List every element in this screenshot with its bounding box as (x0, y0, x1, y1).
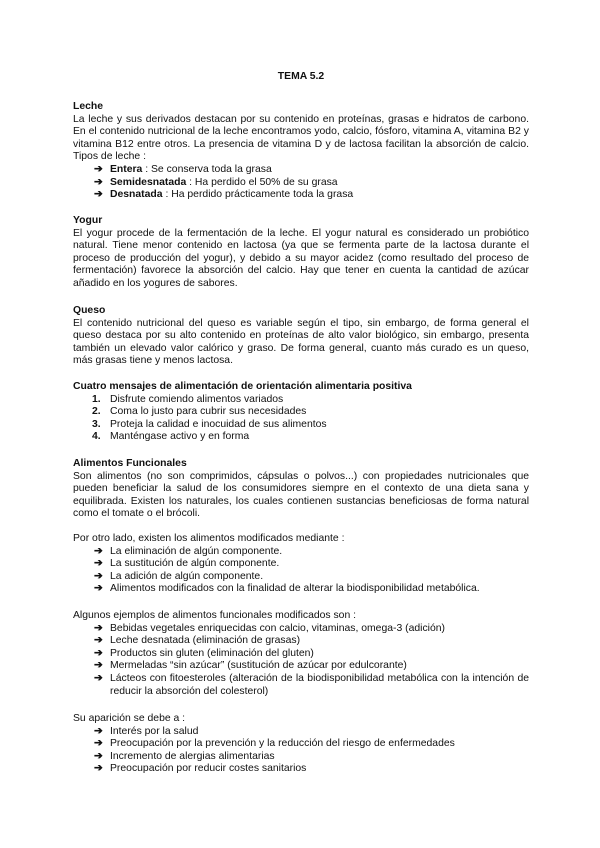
list-item: ➔ Incremento de alergias alimentarias (94, 750, 275, 762)
list-item: ➔ Bebidas vegetales enriquecidas con calcio, vitaminas, omega-3 (adición) (94, 622, 445, 634)
page-title: TEMA 5.2 (277, 71, 325, 82)
messages-list (73, 394, 529, 444)
section-heading: Leche (73, 101, 104, 112)
arrow-icon: ➔ (94, 763, 103, 775)
aparicion-intro: Su aparición se debe a : (73, 713, 186, 724)
arrow-icon: ➔ (94, 622, 103, 634)
section-mensajes (73, 381, 529, 444)
section-paragraph: La leche y sus derivados destacan por su contenido en proteínas, grasas e hidratos de carbono. En el contenido nutricional de la leche encontramos yodo, calcio, fósforo, vitamina A, vitamina B2 y vitamina B12 entre otros. La presencia de vitamina D y de lactosa facilitan la absorción de calcio. Tipos de leche : (73, 113, 529, 163)
milk-types-list (73, 164, 529, 202)
section-heading: Queso (73, 305, 106, 316)
section-queso (73, 305, 529, 368)
ejemplos-intro: Algunos ejemplos de alimentos funcionales modificados son : (73, 610, 357, 621)
arrow-icon: ➔ (94, 570, 103, 582)
list-item: ➔ Semidesnatada : Ha perdido el 50% de su grasa (94, 176, 338, 188)
section-paragraph: Son alimentos (no son comprimidos, cápsulas o polvos...) con propiedades nutricionales que pueden beneficiar la salud de los consumidores siempre en el contexto de una dieta sana y equilibrada. Existen los naturales, los cuales contienen sustancias beneficiosas de forma natural como el tomate o el brócoli. (73, 470, 529, 520)
list-item: ➔ Lácteos con fitoesteroles (alteración de la biodisponibilidad metabólica con la intención de reducir la absorción del colesterol) (94, 672, 529, 697)
arrow-icon: ➔ (94, 660, 103, 672)
arrow-icon: ➔ (94, 672, 103, 684)
list-item: ➔ La eliminación de algún componente. (94, 545, 283, 557)
list-item: 4. Manténgase activo y en forma (92, 431, 250, 443)
list-item: ➔ Desnatada : Ha perdido prácticamente toda la grasa (94, 189, 354, 201)
list-item: 1. Disfrute comiendo alimentos variados (92, 393, 284, 405)
list-item: ➔ Preocupación por la prevención y la reducción del riesgo de enfermedades (94, 738, 455, 750)
list-item: ➔ La sustitución de algún componente. (94, 558, 280, 570)
arrow-icon: ➔ (94, 189, 103, 201)
section-ejemplos (73, 610, 529, 698)
list-item: 3. Proteja la calidad e inocuidad de sus alimentos (92, 418, 327, 430)
section-heading: Cuatro mensajes de alimentación de orientación alimentaria positiva (73, 381, 412, 392)
ejemplos-list (73, 623, 529, 699)
section-modificados (73, 533, 529, 596)
section-leche (73, 101, 529, 202)
modificados-list (73, 546, 529, 596)
list-item: ➔ Interés por la salud (94, 725, 199, 737)
list-item: ➔ La adición de algún componente. (94, 570, 264, 582)
aparicion-list (73, 726, 529, 776)
section-heading: Alimentos Funcionales (73, 458, 187, 469)
list-item: ➔ Productos sin gluten (eliminación del gluten) (94, 647, 314, 659)
list-item: ➔ Preocupación por reducir costes sanitarios (94, 763, 307, 775)
arrow-icon: ➔ (94, 750, 103, 762)
section-paragraph: El yogur procede de la fermentación de la leche. El yogur natural es considerado un probiótico natural. Tiene menor contenido en lactosa (ya que se fermenta parte de la lactosa durante el proceso de producción del yogur), y debido a su mayor acidez (como resultado del proceso de fermentación) favorece la absorción del calcio. Hay que tener en cuenta la cantidad de azúcar añadido en los yogures de sabores. (73, 227, 529, 289)
list-item: 2. Coma lo justo para cubrir sus necesidades (92, 406, 307, 418)
section-aparicion (73, 713, 529, 776)
list-item: ➔ Leche desnatada (eliminación de grasas) (94, 635, 301, 647)
list-item: ➔ Mermeladas “sin azúcar” (sustitución de azúcar por edulcorante) (94, 660, 407, 672)
arrow-icon: ➔ (94, 738, 103, 750)
section-heading: Yogur (73, 215, 103, 226)
list-item: ➔ Entera : Se conserva toda la grasa (94, 163, 272, 175)
arrow-icon: ➔ (94, 725, 103, 737)
arrow-icon: ➔ (94, 163, 103, 175)
arrow-icon: ➔ (94, 635, 103, 647)
section-alimentos-funcionales (73, 458, 529, 521)
section-paragraph: El contenido nutricional del queso es variable según el tipo, sin embargo, de forma general el queso destaca por su alto contenido en proteínas de alto valor biológico, sin embargo, presenta también un elevado valor calórico y graso. De forma general, cuanto más curado es un queso, más grasas tiene y menos lactosa. (73, 317, 529, 367)
arrow-icon: ➔ (94, 176, 103, 188)
section-yogur (73, 215, 529, 291)
arrow-icon: ➔ (94, 647, 103, 659)
list-item: ➔ Alimentos modificados con la finalidad de alterar la biodisponibilidad metabólica. (94, 583, 480, 595)
arrow-icon: ➔ (94, 545, 103, 557)
modificados-intro: Por otro lado, existen los alimentos modificados mediante : (73, 533, 345, 544)
arrow-icon: ➔ (94, 558, 103, 570)
arrow-icon: ➔ (94, 583, 103, 595)
